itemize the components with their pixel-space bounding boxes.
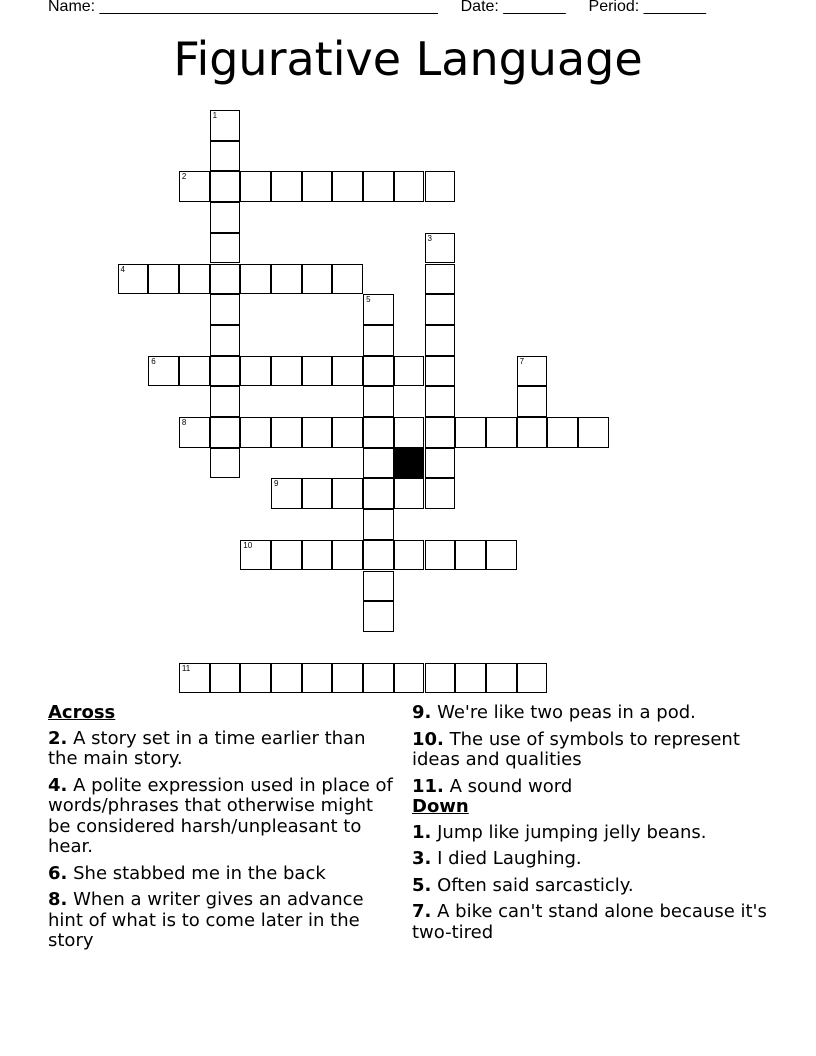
crossword-cell[interactable]	[363, 325, 394, 356]
crossword-cell[interactable]	[302, 264, 333, 295]
across-heading: Across	[48, 702, 116, 723]
clue-across-2: 2. A story set in a time earlier than the main story.	[48, 727, 366, 769]
crossword-cell[interactable]	[332, 663, 363, 694]
crossword-cell[interactable]	[332, 264, 363, 295]
date-label: Date:	[460, 0, 499, 15]
crossword-cell[interactable]	[271, 264, 302, 295]
crossword-cell[interactable]	[210, 110, 241, 141]
crossword-cell[interactable]	[455, 540, 486, 571]
crossword-cell[interactable]	[363, 601, 394, 632]
date-field[interactable]: _______	[503, 0, 566, 15]
crossword-cell[interactable]	[210, 141, 241, 172]
crossword-cell[interactable]	[271, 171, 302, 202]
crossword-cell[interactable]	[363, 478, 394, 509]
crossword-cell[interactable]	[240, 356, 271, 387]
crossword-cell[interactable]	[302, 171, 333, 202]
page-title: Figurative Language	[173, 32, 643, 86]
crossword-cell[interactable]	[302, 417, 333, 448]
crossword-cell[interactable]	[394, 478, 425, 509]
down-heading: Down	[412, 796, 469, 817]
crossword-cell[interactable]	[210, 325, 241, 356]
crossword-cell[interactable]	[425, 540, 456, 571]
crossword-cell[interactable]	[425, 233, 456, 264]
crossword-cell[interactable]	[210, 202, 241, 233]
clue-across-10: 10. The use of symbols to represent ideas and qualities	[412, 728, 740, 770]
crossword-cell[interactable]	[240, 417, 271, 448]
crossword-cell[interactable]	[148, 264, 179, 295]
clue-down-1: 1. Jump like jumping jelly beans.	[412, 821, 707, 843]
crossword-cell[interactable]	[363, 294, 394, 325]
crossword-cell[interactable]	[363, 417, 394, 448]
crossword-cell[interactable]	[271, 478, 302, 509]
clue-number: 1	[212, 111, 218, 120]
crossword-cell[interactable]	[210, 233, 241, 264]
crossword-cell[interactable]	[394, 171, 425, 202]
crossword-cell[interactable]	[179, 264, 210, 295]
crossword-cell[interactable]	[517, 663, 548, 694]
crossword-cell[interactable]	[517, 417, 548, 448]
crossword-cell[interactable]	[425, 386, 456, 417]
clue-across-11: 11. A sound word	[412, 775, 573, 797]
crossword-cell[interactable]	[363, 663, 394, 694]
crossword-cell[interactable]	[394, 417, 425, 448]
crossword-cell[interactable]	[210, 294, 241, 325]
clue-number: 4	[120, 264, 125, 274]
crossword-cell[interactable]	[363, 448, 394, 479]
crossword-cell[interactable]	[425, 171, 456, 202]
name-field[interactable]: ______________________________________	[99, 0, 438, 15]
crossword-cell[interactable]	[363, 356, 394, 387]
crossword-cell[interactable]	[210, 386, 241, 417]
clue-across-6: 6. She stabbed me in the back	[48, 862, 326, 884]
crossword-cell[interactable]	[210, 663, 241, 694]
name-label: Name:	[48, 0, 96, 15]
crossword-cell[interactable]	[179, 356, 210, 387]
crossword-cell[interactable]	[486, 540, 517, 571]
crossword-cell[interactable]	[271, 540, 302, 571]
clue-number: 2	[181, 172, 187, 182]
crossword-cell[interactable]	[425, 356, 456, 387]
crossword-cell[interactable]	[332, 171, 363, 202]
crossword-cell[interactable]	[210, 264, 241, 295]
crossword-cell[interactable]	[240, 540, 271, 571]
crossword-cell[interactable]	[455, 663, 486, 694]
crossword-cell[interactable]	[302, 540, 333, 571]
crossword-cell[interactable]	[179, 663, 210, 694]
clue-across-8: 8. When a writer gives an advance hint of what is to come later in the story	[48, 889, 364, 951]
period-label: Period:	[588, 0, 640, 15]
crossword-cell[interactable]	[394, 540, 425, 571]
crossword-cell[interactable]	[363, 571, 394, 602]
clue-number: 9	[274, 479, 279, 489]
clues-left-column	[48, 703, 398, 958]
crossword-cell[interactable]	[486, 663, 517, 694]
crossword-cell[interactable]	[302, 478, 333, 509]
crossword-cell[interactable]	[425, 417, 456, 448]
crossword-cell[interactable]	[394, 663, 425, 694]
clue-down-3: 3. I died Laughing.	[412, 848, 582, 869]
clues-right-column	[412, 703, 772, 949]
clue-number: 3	[427, 233, 432, 243]
crossword-cell[interactable]	[455, 417, 486, 448]
clue-number: 11	[181, 663, 191, 673]
crossword-cell[interactable]	[363, 171, 394, 202]
clue-number: 7	[519, 356, 525, 366]
crossword-cell[interactable]	[179, 171, 210, 202]
clue-down-5: 5. Often said sarcasticly.	[412, 874, 634, 896]
clue-down-7: 7. A bike can't stand alone because it's two-tired	[412, 901, 767, 943]
crossword-cell[interactable]	[210, 448, 241, 479]
crossword-cell[interactable]	[425, 325, 456, 356]
crossword-cell[interactable]	[271, 356, 302, 387]
crossword-cell[interactable]	[240, 663, 271, 694]
crossword-cell[interactable]	[517, 386, 548, 417]
crossword-cell[interactable]	[547, 417, 578, 448]
crossword-cell[interactable]	[271, 417, 302, 448]
crossword-cell[interactable]	[148, 356, 179, 387]
crossword-cell[interactable]	[302, 663, 333, 694]
crossword-cell[interactable]	[578, 417, 609, 448]
crossword-cell[interactable]	[118, 264, 149, 295]
crossword-cell[interactable]	[363, 509, 394, 540]
crossword-cell[interactable]	[486, 417, 517, 448]
crossword-cell[interactable]	[240, 171, 271, 202]
crossword-cell[interactable]	[271, 663, 302, 694]
clue-across-9: 9. We're like two peas in a pod.	[412, 702, 696, 723]
crossword-cell[interactable]	[332, 417, 363, 448]
crossword-cell[interactable]	[210, 171, 241, 202]
crossword-cell[interactable]	[210, 417, 241, 448]
black-square	[394, 448, 425, 479]
crossword-cell[interactable]	[332, 540, 363, 571]
crossword-cell[interactable]	[332, 356, 363, 387]
clue-number: 6	[151, 356, 156, 366]
crossword-cell[interactable]	[240, 264, 271, 295]
crossword-cell[interactable]	[179, 417, 210, 448]
clue-across-4: 4. A polite expression used in place of words/phrases that otherwise might be considered harsh/unpleasant to hear.	[48, 774, 393, 857]
crossword-cell[interactable]	[332, 478, 363, 509]
crossword-cell[interactable]	[425, 448, 456, 479]
clue-number: 5	[366, 295, 371, 305]
crossword-cell[interactable]	[425, 663, 456, 694]
clue-number: 8	[181, 418, 187, 427]
crossword-cell[interactable]	[425, 478, 456, 509]
period-field[interactable]: _______	[643, 0, 706, 15]
crossword-cell[interactable]	[210, 356, 241, 387]
crossword-cell[interactable]	[363, 386, 394, 417]
crossword-cell[interactable]	[425, 264, 456, 295]
crossword-cell[interactable]	[425, 294, 456, 325]
clue-number: 10	[243, 540, 253, 550]
crossword-cell[interactable]	[363, 540, 394, 571]
crossword-cell[interactable]	[302, 356, 333, 387]
crossword-cell[interactable]	[517, 356, 548, 387]
crossword-cell[interactable]	[394, 356, 425, 387]
